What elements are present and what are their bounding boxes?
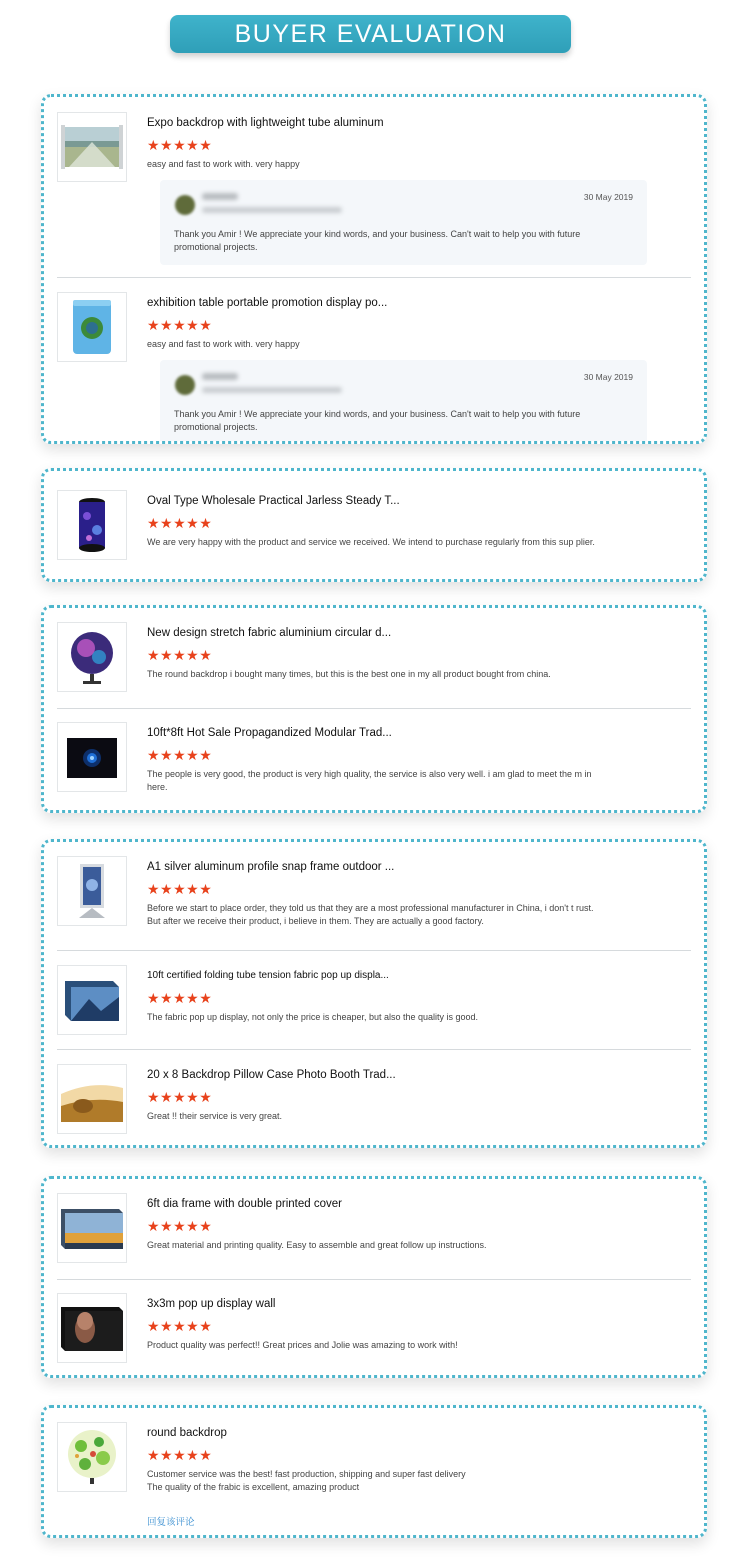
seller-name-blurred (202, 193, 238, 200)
seller-company-blurred (202, 207, 342, 213)
review-card (41, 1176, 707, 1378)
product-thumbnail[interactable] (57, 1193, 127, 1263)
product-thumbnail[interactable] (57, 1293, 127, 1363)
reply-to-review-link[interactable]: 回复该评论 (147, 1517, 195, 1528)
divider (57, 1049, 691, 1050)
divider (57, 708, 691, 709)
review-card (41, 1405, 707, 1538)
product-thumbnail[interactable] (57, 1422, 127, 1492)
product-title[interactable]: 20 x 8 Backdrop Pillow Case Photo Booth Trad... (147, 1069, 396, 1081)
product-thumbnail[interactable] (57, 722, 127, 792)
product-title[interactable]: 10ft certified folding tube tension fabric pop up displa... (147, 970, 389, 981)
review-text: The fabric pop up display, not only the price is cheaper, but also the quality is good. (147, 1012, 479, 1022)
product-title[interactable]: Oval Type Wholesale Practical Jarless Steady T... (147, 495, 400, 507)
rating-stars: ★★★★★ (147, 1218, 213, 1234)
product-thumbnail[interactable] (57, 292, 127, 362)
product-thumbnail[interactable] (57, 112, 127, 182)
seller-reply (160, 180, 647, 265)
review-text: easy and fast to work with. very happy (147, 339, 300, 349)
rating-stars: ★★★★★ (147, 515, 213, 531)
seller-name-blurred (202, 373, 238, 380)
product-title[interactable]: round backdrop (147, 1427, 227, 1439)
product-title[interactable]: 6ft dia frame with double printed cover (147, 1198, 342, 1210)
divider (57, 950, 691, 951)
review-card (41, 468, 707, 582)
rating-stars: ★★★★★ (147, 1447, 213, 1463)
review-text-line-1: Customer service was the best! fast production, shipping and super fast delivery (147, 1469, 466, 1479)
product-title[interactable]: A1 silver aluminum profile snap frame outdoor ... (147, 861, 395, 873)
review-card (41, 605, 707, 813)
review-text: The people is very good, the product is very high quality, the service is also very well. i am glad to meet the m in here. (147, 769, 592, 792)
banner-title: BUYER EVALUATION (234, 19, 507, 48)
reply-text: Thank you Amir ! We appreciate your kind words, and your business. Can't wait to help you with future promotional projects. (174, 409, 581, 432)
review-item (57, 622, 691, 702)
buyer-evaluation-banner (170, 15, 571, 53)
review-text: Before we start to place order, they told us that they are a most professional manufacturer in China, i don't t rust. But after we receive their product, i believe in them. They are actually a good factory. (147, 903, 594, 926)
review-text: Great !! their service is very great. (147, 1111, 283, 1121)
review-item (57, 1064, 691, 1144)
review-item (57, 1293, 691, 1373)
product-thumbnail[interactable] (57, 1064, 127, 1134)
rating-stars: ★★★★★ (147, 137, 213, 153)
reply-date: 30 May 2019 (583, 372, 633, 382)
product-thumbnail[interactable] (57, 622, 127, 692)
divider (57, 277, 691, 278)
rating-stars: ★★★★★ (147, 881, 213, 897)
review-item (57, 965, 691, 1045)
review-text: easy and fast to work with. very happy (147, 159, 300, 169)
review-item (57, 112, 691, 272)
review-item (57, 722, 691, 802)
rating-stars: ★★★★★ (147, 647, 213, 663)
review-text: Product quality was perfect!! Great prices and Jolie was amazing to work with! (147, 1340, 458, 1350)
divider (57, 1279, 691, 1280)
product-title[interactable]: exhibition table portable promotion display po... (147, 297, 388, 309)
review-card (41, 94, 707, 444)
seller-reply (160, 360, 647, 444)
review-text: Great material and printing quality. Easy to assemble and great follow up instructions. (147, 1240, 487, 1250)
review-card (41, 839, 707, 1148)
seller-avatar (175, 195, 195, 215)
product-thumbnail[interactable] (57, 965, 127, 1035)
review-item (57, 490, 691, 570)
rating-stars: ★★★★★ (147, 1318, 213, 1334)
review-item (57, 292, 691, 444)
reply-date: 30 May 2019 (583, 192, 633, 202)
review-item (57, 856, 691, 936)
rating-stars: ★★★★★ (147, 990, 213, 1006)
review-text: The round backdrop i bought many times, but this is the best one in my all product bought from china. (147, 669, 551, 679)
seller-company-blurred (202, 387, 342, 393)
review-text: We are very happy with the product and service we received. We intend to purchase regularly from this sup plier. (147, 537, 595, 547)
seller-avatar (175, 375, 195, 395)
product-thumbnail[interactable] (57, 856, 127, 926)
rating-stars: ★★★★★ (147, 317, 213, 333)
reply-text: Thank you Amir ! We appreciate your kind words, and your business. Can't wait to help you with future promotional projects. (174, 229, 581, 252)
review-item (57, 1193, 691, 1273)
review-text-line-2: The quality of the frabic is excellent, amazing product (147, 1482, 360, 1492)
review-item (57, 1422, 691, 1532)
rating-stars: ★★★★★ (147, 1089, 213, 1105)
product-thumbnail[interactable] (57, 490, 127, 560)
product-title[interactable]: 10ft*8ft Hot Sale Propagandized Modular Trad... (147, 727, 392, 739)
product-title[interactable]: Expo backdrop with lightweight tube aluminum (147, 117, 384, 129)
rating-stars: ★★★★★ (147, 747, 213, 763)
product-title[interactable]: 3x3m pop up display wall (147, 1298, 276, 1310)
product-title[interactable]: New design stretch fabric aluminium circular d... (147, 627, 392, 639)
